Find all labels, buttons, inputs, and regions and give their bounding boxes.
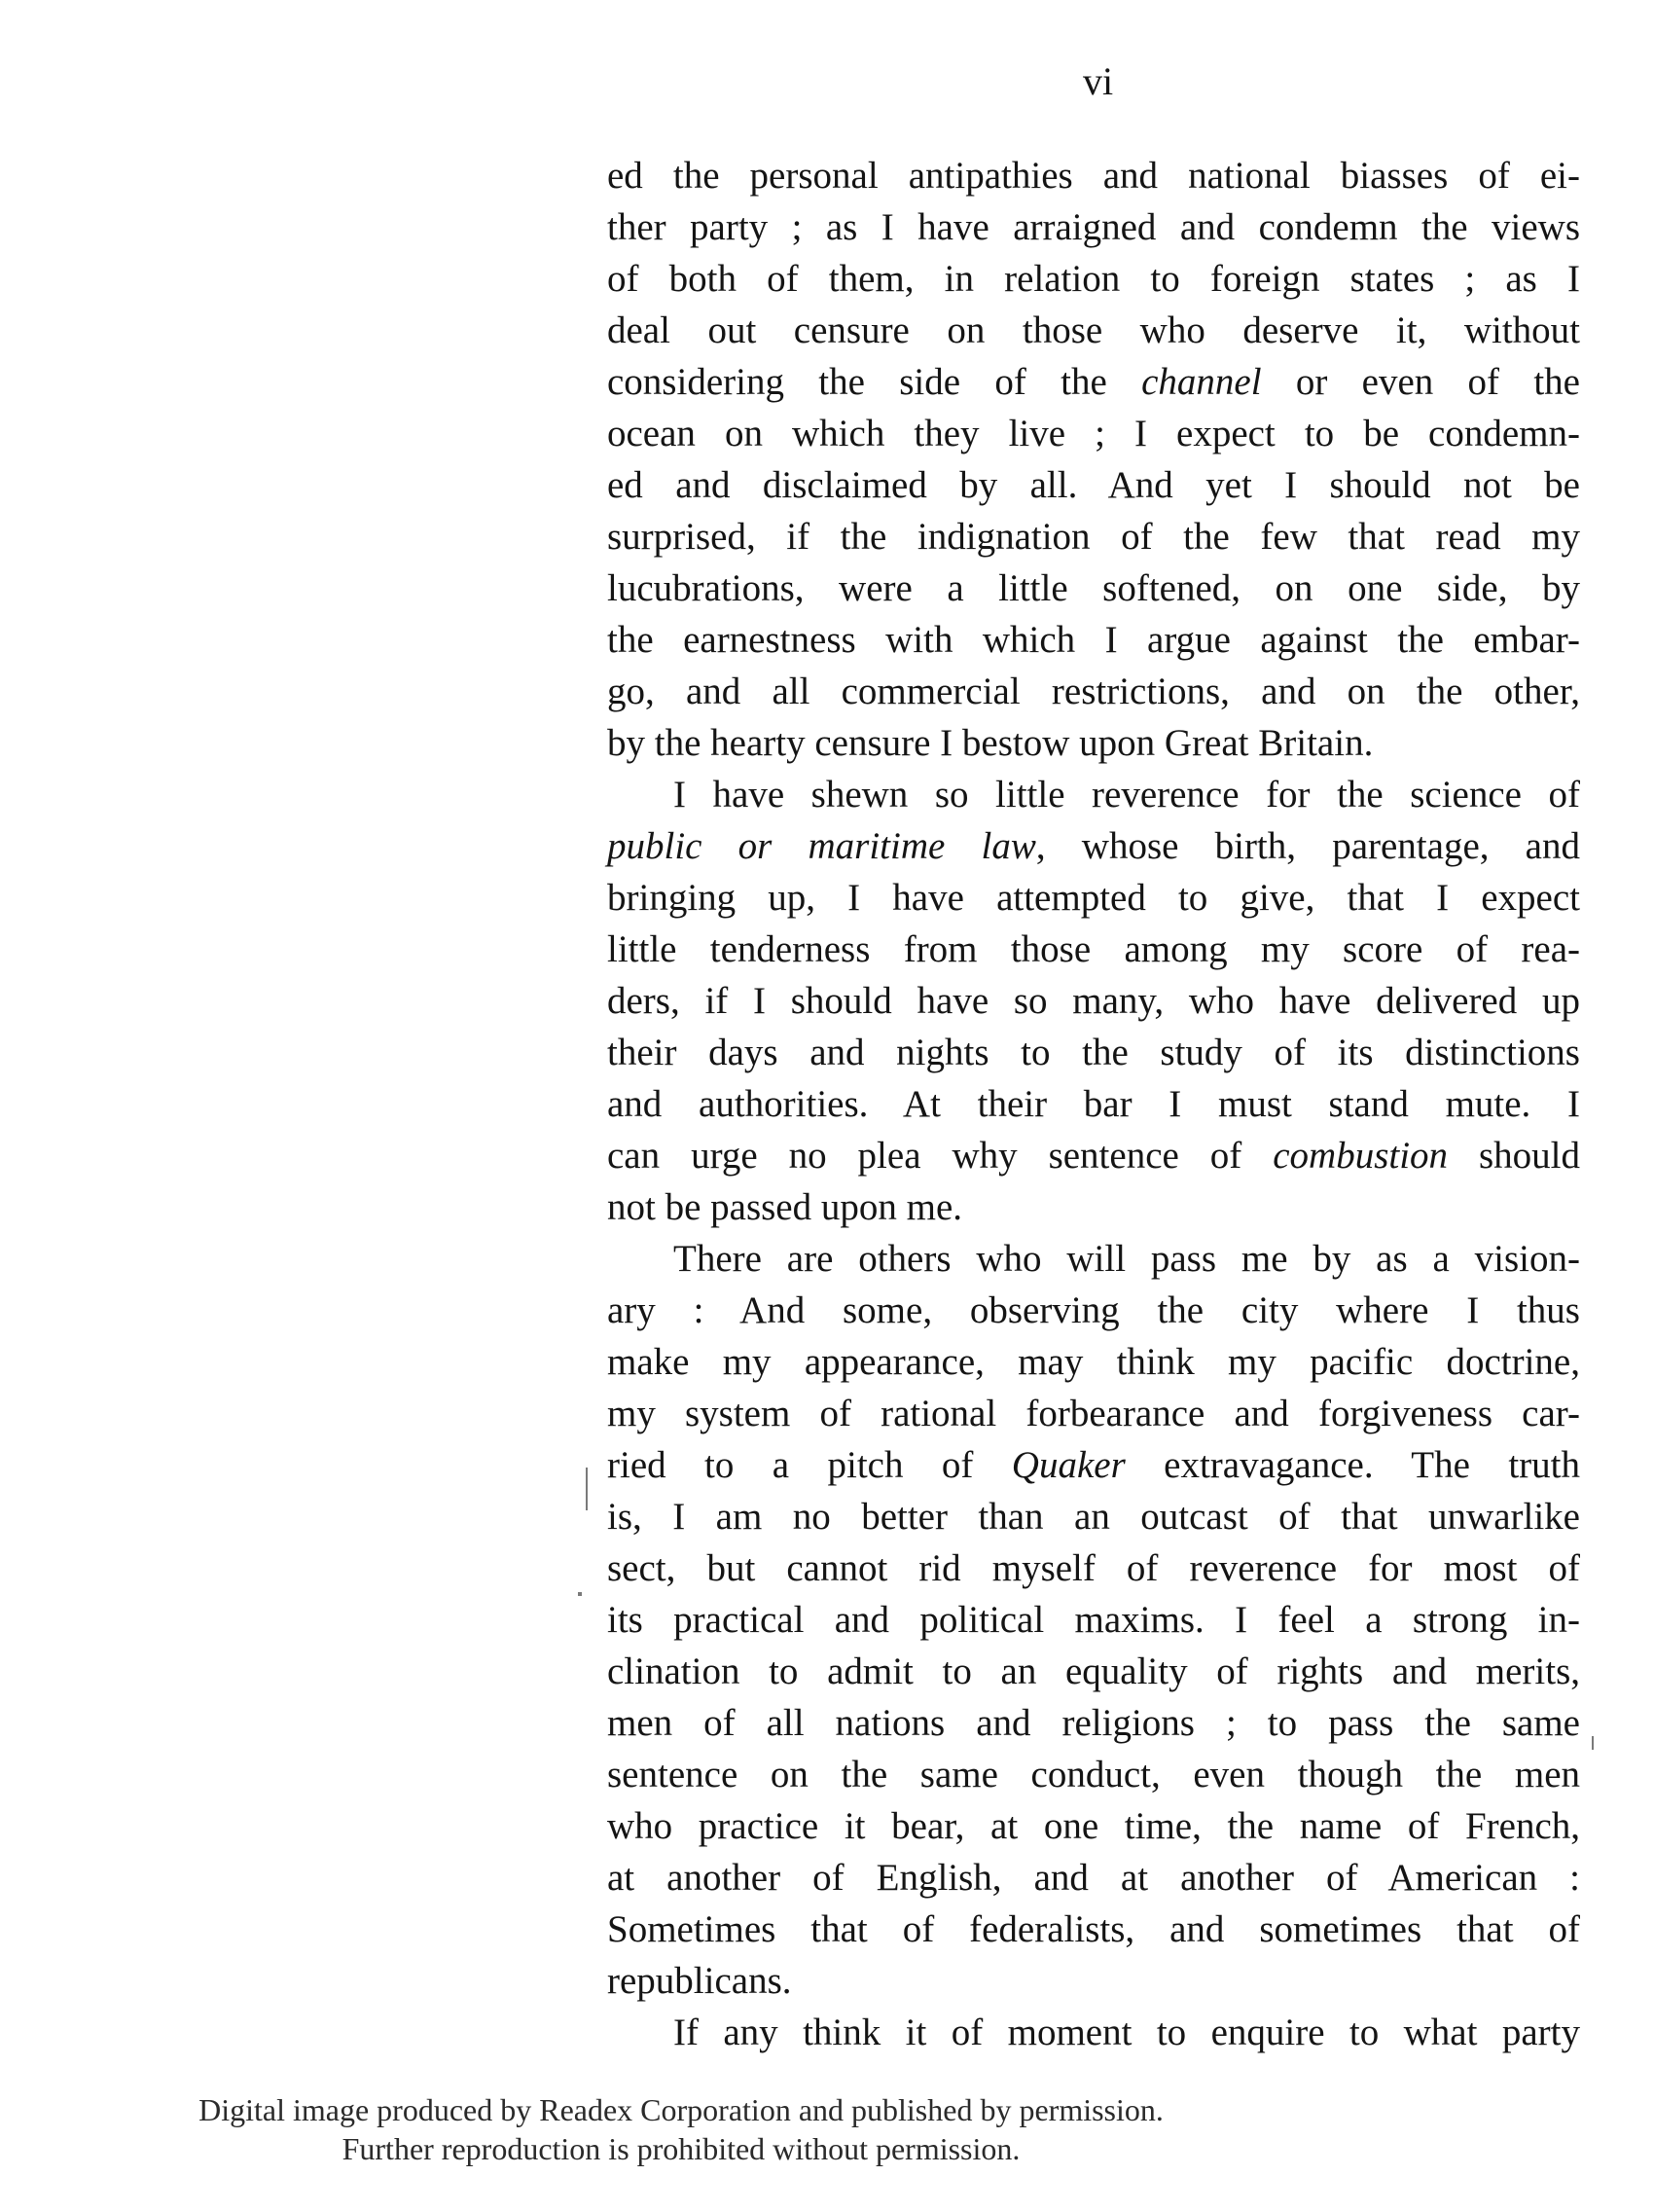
text-line: ders, if I should have so many, who have delivered up — [607, 980, 1580, 1022]
text-line: their days and nights to the study of its distinctions — [607, 1032, 1580, 1073]
text-line: If any think it of moment to enquire to what party — [673, 2012, 1580, 2053]
text-line: is, I am no better than an outcast of that unwarlike — [607, 1496, 1580, 1538]
text-line: who practice it bear, at one time, the name of French, — [607, 1805, 1580, 1847]
text-line: make my appearance, may think my pacific doctrine, — [607, 1341, 1580, 1383]
text-line: surprised, if the indignation of the few that read my — [607, 516, 1580, 558]
text-line: go, and all commercial restrictions, and on the other, — [607, 671, 1580, 712]
text-line: at another of English, and at another of American : — [607, 1857, 1580, 1899]
text-line: ary : And some, observing the city where I thus — [607, 1289, 1580, 1331]
text-line: Sometimes that of federalists, and sometimes that of — [607, 1908, 1580, 1950]
text-line: can urge no plea why sentence of combustion should — [607, 1135, 1581, 1177]
text-line: considering the side of the channel or even of the — [607, 361, 1580, 403]
text-line: sect, but cannot rid myself of reverence for most of — [607, 1547, 1580, 1589]
text-line: its practical and political maxims. I feel a strong in- — [607, 1599, 1580, 1641]
text-line: bringing up, I have attempted to give, that I expect — [607, 877, 1580, 919]
text-line: republicans. — [607, 1960, 792, 2002]
text-line: lucubrations, were a little softened, on one side, by — [607, 567, 1580, 609]
text-line: clination to admit to an equality of rights and merits, — [607, 1650, 1580, 1692]
text-line: ried to a pitch of Quaker extravagance. The truth — [607, 1444, 1580, 1486]
text-line: not be passed upon me. — [607, 1186, 963, 1228]
text-line: ed the personal antipathies and national biasses of ei- — [607, 155, 1580, 197]
footer-line-2: Further reproduction is prohibited without permission. — [342, 2131, 1021, 2166]
text-line: my system of rational forbearance and forgiveness car- — [607, 1393, 1580, 1434]
footer-line-1: Digital image produced by Readex Corporation and published by permission. — [198, 2092, 1164, 2127]
page-number: vi — [1083, 59, 1114, 103]
text-line: ocean on which they live ; I expect to be condemn- — [607, 413, 1580, 454]
text-line: public or maritime law, whose birth, parentage, and — [607, 825, 1580, 867]
scan-artifact — [1592, 1736, 1594, 1750]
footer-notice — [0, 2090, 1362, 2168]
text-line: of both of them, in relation to foreign states ; as I — [607, 258, 1580, 300]
text-line: little tenderness from those among my score of rea- — [607, 928, 1580, 970]
text-line: ed and disclaimed by all. And yet I should not be — [607, 464, 1580, 506]
text-line: deal out censure on those who deserve it, without — [607, 309, 1580, 351]
text-line: sentence on the same conduct, even though the men — [607, 1754, 1580, 1795]
body-text — [607, 150, 1580, 2058]
text-line: I have shewn so little reverence for the science of — [673, 774, 1580, 816]
scan-artifact — [586, 1468, 588, 1510]
text-line: the earnestness with which I argue against the embar- — [607, 619, 1580, 661]
text-line: men of all nations and religions ; to pass the same — [607, 1702, 1580, 1744]
text-line: There are others who will pass me by as a vision- — [673, 1238, 1580, 1280]
text-line: and authorities. At their bar I must stand mute. I — [607, 1083, 1580, 1125]
text-line: by the hearty censure I bestow upon Great Britain. — [607, 722, 1374, 764]
text-line: ther party ; as I have arraigned and condemn the views — [607, 206, 1580, 248]
scan-artifact — [578, 1592, 582, 1596]
